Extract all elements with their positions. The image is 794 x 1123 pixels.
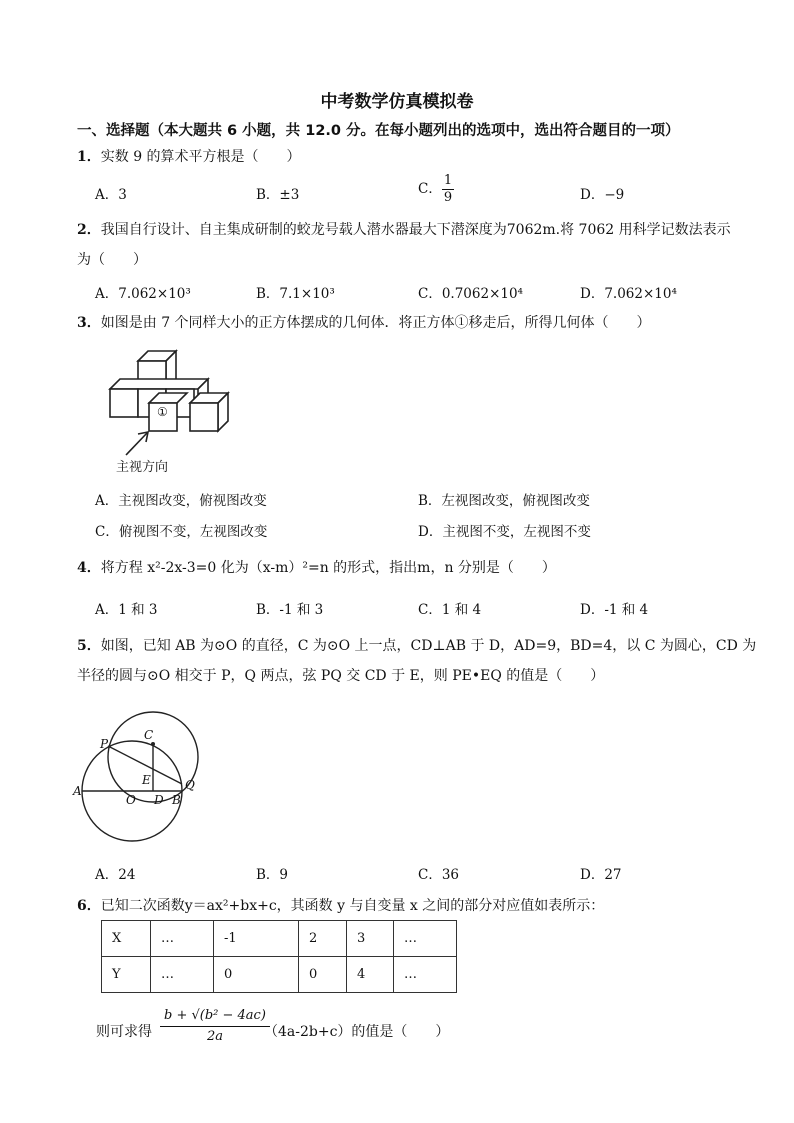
table-cell: … <box>394 957 457 993</box>
table-cell: 0 <box>214 957 299 993</box>
option-c: C．0.7062×10⁴ <box>418 286 523 302</box>
question-6-ask-prefix: 则可求得 <box>96 1024 152 1040</box>
table-row <box>102 921 457 957</box>
fraction-numerator: 1 <box>443 173 453 188</box>
question-6-ask-suffix: （4a-2b+c）的值是（ ） <box>264 1024 450 1040</box>
circle-figure <box>70 700 205 848</box>
question-number: 1． <box>77 149 101 165</box>
option-b: B．±3 <box>256 187 300 203</box>
figure-caption: 主视方向 <box>116 460 169 475</box>
label-p: P <box>100 737 109 751</box>
label-c: C <box>144 728 154 742</box>
question-1 <box>77 146 301 166</box>
option-d: D．主视图不变，左视图不变 <box>418 524 591 540</box>
table-cell: Y <box>102 957 151 993</box>
option-a: A．1 和 3 <box>95 602 158 618</box>
option-b: B．左视图改变，俯视图改变 <box>418 493 590 509</box>
option-d: D．-1 和 4 <box>580 602 649 618</box>
section-heading: 一、选择题（本大题共 6 小题，共 12.0 分。在每小题列出的选项中，选出符合题目的一项） <box>77 123 680 139</box>
question-5 <box>77 635 756 655</box>
option-b: B．7.1×10³ <box>256 286 335 302</box>
option-b: B．9 <box>256 867 289 883</box>
table-cell: … <box>151 957 214 993</box>
formula-fraction <box>160 1006 270 1047</box>
option-c: C．俯视图不变，左视图改变 <box>95 524 268 540</box>
fraction <box>442 173 454 206</box>
option-a: A．3 <box>95 187 127 203</box>
question-text-line1: 如图，已知 AB 为⊙O 的直径，C 为⊙O 上一点，CD⊥AB 于 D，AD=9，BD=4，以 C 为圆心，CD 为 <box>100 638 757 654</box>
question-text: 已知二次函数y＝ax²+bx+c，其函数 y 与自变量 x 之间的部分对应值如表所示： <box>100 898 605 914</box>
option-a: A．24 <box>95 867 136 883</box>
table-cell: … <box>151 921 214 957</box>
table-cell: … <box>394 921 457 957</box>
option-c: C．1 和 4 <box>418 602 482 618</box>
table-cell: X <box>102 921 151 957</box>
fraction-denominator: 9 <box>443 190 453 205</box>
option-a: A．7.062×10³ <box>95 286 191 302</box>
question-number: 4． <box>77 560 101 576</box>
question-text: 如图是由 7 个同样大小的正方体摆成的几何体．将正方体①移走后，所得几何体（ ） <box>100 315 651 331</box>
question-number: 2． <box>77 222 101 238</box>
question-number: 3． <box>77 315 101 331</box>
table-cell: 3 <box>347 921 394 957</box>
label-e: E <box>142 773 151 787</box>
question-text-line2: 为（ ） <box>77 252 147 268</box>
question-text: 将方程 x²-2x-3=0 化为（x-m）²=n 的形式，指出m，n 分别是（ ） <box>100 560 556 576</box>
option-c <box>418 173 454 206</box>
label-q: Q <box>185 778 195 792</box>
question-6 <box>77 895 604 915</box>
question-2 <box>77 219 731 239</box>
label-d: D <box>154 793 164 807</box>
cube-label: ① <box>157 405 168 419</box>
option-a: A．主视图改变，俯视图改变 <box>95 493 267 509</box>
question-number: 5． <box>77 638 101 654</box>
question-text-line1: 我国自行设计、自主集成研制的蛟龙号载人潜水器最大下潜深度为7062m.将 7062 用科学记数法表示 <box>100 222 731 238</box>
option-d: D．7.062×10⁴ <box>580 286 677 302</box>
value-table <box>101 920 457 993</box>
question-3 <box>77 312 651 332</box>
option-d: D．27 <box>580 867 622 883</box>
table-cell: 2 <box>299 921 347 957</box>
table-row <box>102 957 457 993</box>
option-b: B．-1 和 3 <box>256 602 324 618</box>
label-a: A <box>73 784 82 798</box>
cube-figure <box>100 345 240 473</box>
question-number: 6． <box>77 898 101 914</box>
page-title: 中考数学仿真模拟卷 <box>320 92 474 112</box>
option-d: D．−9 <box>580 187 625 203</box>
question-text-line2: 半径的圆与⊙O 相交于 P，Q 两点，弦 PQ 交 CD 于 E，则 PE•EQ 的值是（ ） <box>77 668 605 684</box>
question-4 <box>77 557 556 577</box>
formula-numerator: b + √(b² − 4ac) <box>160 1006 270 1027</box>
question-text: 实数 9 的算术平方根是（ ） <box>100 149 301 165</box>
table-cell: 4 <box>347 957 394 993</box>
point-c <box>151 742 155 746</box>
table-cell: 0 <box>299 957 347 993</box>
option-c: C．36 <box>418 867 460 883</box>
label-o: O <box>126 793 136 807</box>
label-b: B <box>172 793 181 807</box>
option-c-prefix: C． <box>418 181 442 197</box>
formula-denominator: 2a <box>206 1029 223 1044</box>
table-cell: -1 <box>214 921 299 957</box>
